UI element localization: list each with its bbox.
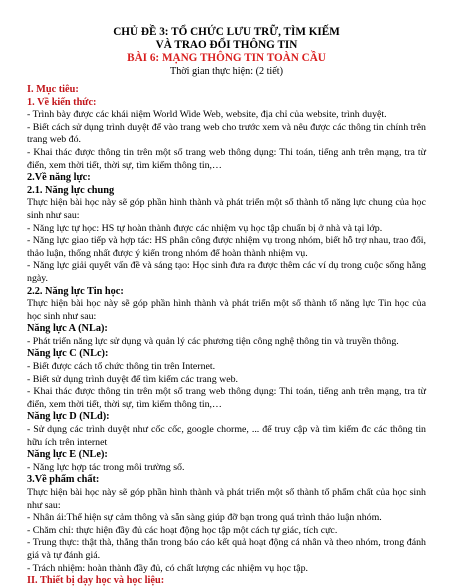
qualities-item: - Trung thực: thật thà, thẳng thắn trong báo cáo kết quả hoạt động cá nhân và theo nhóm, trong đánh giá và tự đánh giá.: [27, 537, 426, 561]
knowledge-item: - Biết cách sử dụng trình duyệt để vào trang web cho trước xem và nêu được các thông tin chính trên trang web đó.: [27, 121, 426, 146]
general-competence-intro: Thực hiện bài học này sẽ góp phần hình thành và phát triển một số thành tố năng lực chung của học sinh như sau:: [27, 197, 426, 221]
knowledge-item: - Khai thác được thông tin trên một số trang web thông dụng: Thi toán, tiếng anh trên mạng, tra từ điển, xem thời tiết, thời sự, tìm kiếm thông tin,…: [27, 146, 426, 171]
competence-d-item: - Sử dụng các trình duyệt như cốc cốc, google chorme, ... để truy cập và tìm kiếm đc các thông tin hữu ích trên internet: [27, 424, 426, 448]
knowledge-item: - Trình bày được các khái niệm World Wide Web, website, địa chỉ của website, trình duyệt.: [27, 109, 387, 121]
general-competence-item: - Năng lực giao tiếp và hợp tác: HS phân công được nhiệm vụ trong nhóm, biết hỗ trợ nhau, trao đổi, thảo luận, thống nhất được ý kiến trong nhóm để hoàn thành nhiệm vụ.: [27, 235, 426, 259]
heading-knowledge: 1. Về kiến thức:: [27, 96, 97, 108]
competence-a-item: - Phát triển năng lực sử dụng và quản lý các phương tiện công nghệ thông tin và truyền thông.: [27, 335, 399, 347]
heading-qualities: 3.Về phẩm chất:: [27, 474, 100, 486]
heading-competence-e: Năng lực E (NLe):: [27, 449, 108, 461]
topic-title-line-1: CHỦ ĐỀ 3: TỔ CHỨC LƯU TRỮ, TÌM KIẾM: [113, 26, 340, 38]
qualities-item: - Nhân ái:Thể hiện sự cảm thông và sẵn sàng giúp đỡ bạn trong quá trình thảo luận nhóm.: [27, 512, 382, 524]
competence-c-item: - Khai thác được thông tin trên một số trang web thông dụng: Thi toán, tiếng anh trên mạng, tra từ điển, xem thời tiết, thời sự, tìm kiếm thông tin,…: [27, 386, 426, 410]
heading-objectives: I. Mục tiêu:: [27, 84, 79, 95]
general-competence-item: - Năng lực giải quyết vấn đề và sáng tạo: Học sinh đưa ra được thêm các ví dụ trong cuộc sống hằng ngày.: [27, 260, 426, 284]
heading-competence-a: Năng lực A (NLa):: [27, 323, 108, 335]
competence-c-item: - Biết sử dụng trình duyệt để tìm kiếm các trang web.: [27, 373, 239, 385]
competence-c-item: - Biết được cách tổ chức thông tin trên Internet.: [27, 361, 216, 373]
qualities-intro: Thực hiện bài học này sẽ góp phần hình thành và phát triển một số thành tố phẩm chất của học sinh như sau:: [27, 487, 426, 511]
lesson-title: BÀI 6: MẠNG THÔNG TIN TOÀN CẦU: [127, 52, 326, 64]
heading-it-competence: 2.2. Năng lực Tin học:: [27, 285, 124, 297]
qualities-item: - Trách nhiệm: hoàn thành đầy đủ, có chất lượng các nhiệm vụ học tập.: [27, 562, 308, 574]
heading-competence-c: Năng lực C (NLc):: [27, 348, 109, 360]
duration-text: Thời gian thực hiện: (2 tiết): [169, 66, 284, 77]
heading-competence-d: Năng lực D (NLd):: [27, 411, 110, 423]
topic-title-line-2: VÀ TRAO ĐỔI THÔNG TIN: [155, 39, 298, 51]
it-competence-intro: Thực hiện bài học này sẽ góp phần hình thành và phát triển một số thành tố năng lực Tin học của học sinh như sau:: [27, 298, 426, 322]
heading-equipment: II. Thiết bị dạy học và học liệu:: [27, 575, 165, 587]
heading-competence: 2.Về năng lực:: [27, 172, 91, 184]
heading-general-competence: 2.1. Năng lực chung: [27, 184, 115, 196]
competence-e-item: - Năng lực hợp tác trong môi trường số.: [27, 461, 185, 473]
qualities-item: - Chăm chỉ: thực hiện đầy đủ các hoạt động học tập một cách tự giác, tích cực.: [27, 524, 338, 536]
general-competence-item: - Năng lực tự học: HS tự hoàn thành được các nhiệm vụ học tập chuẩn bị ở nhà và tại lớp.: [27, 222, 383, 234]
